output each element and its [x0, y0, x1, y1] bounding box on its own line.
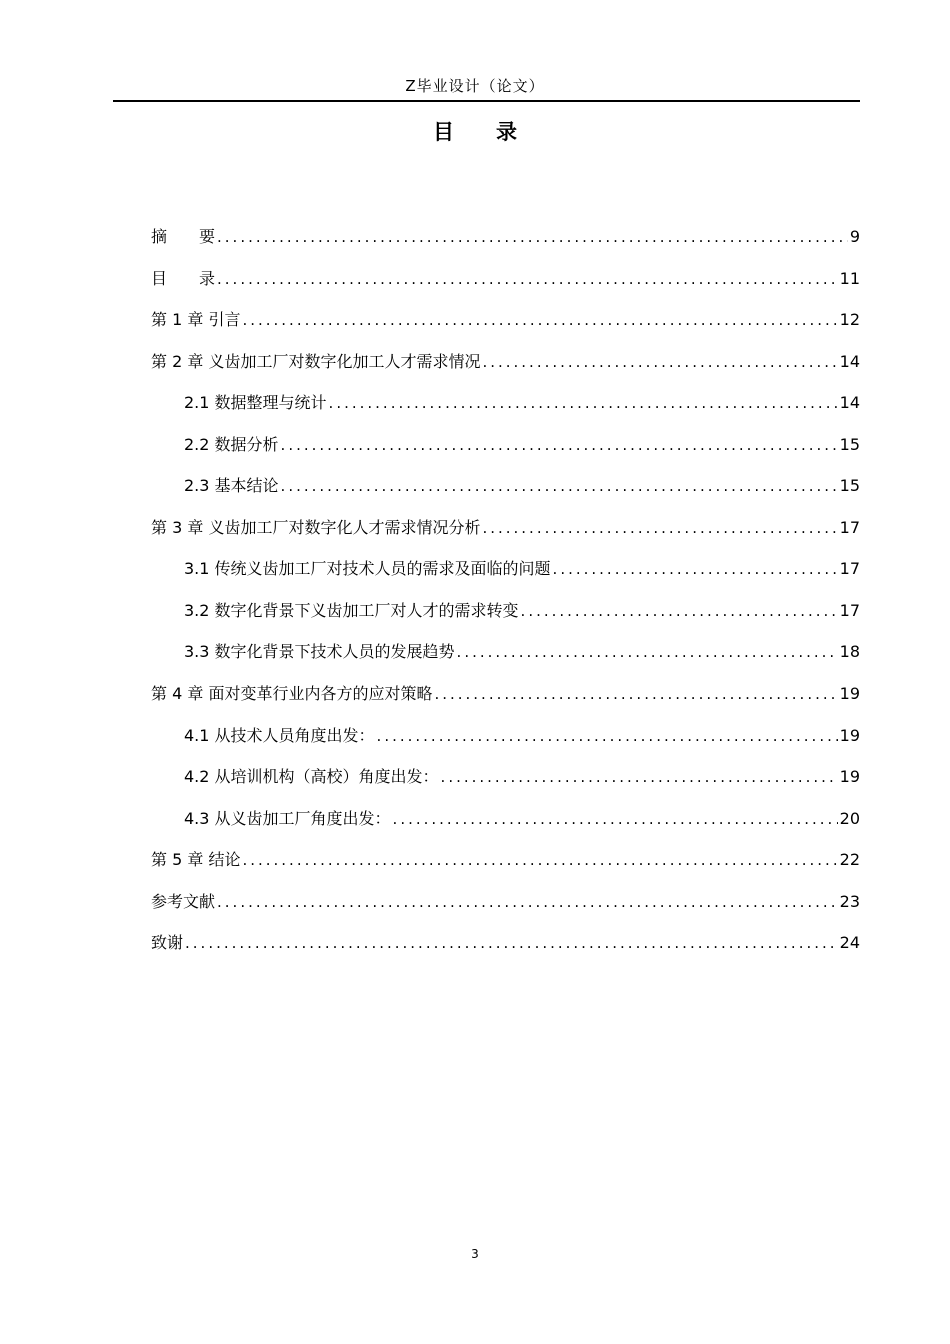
running-header-title: Z毕业设计（论文）	[405, 77, 545, 95]
toc-entry-chapter-1[interactable]	[151, 305, 860, 347]
toc-entry-label: 参考文献	[151, 891, 216, 911]
toc-page-number: 15	[839, 476, 860, 496]
toc-entry-chapter-2[interactable]	[151, 347, 860, 389]
header-divider	[113, 100, 860, 102]
toc-leader-dots	[482, 347, 837, 377]
toc-page-number: 15	[839, 434, 860, 454]
toc-entry-label: 3.2 数字化背景下义齿加工厂对人才的需求转变	[184, 600, 519, 620]
toc-page-number: 17	[839, 559, 860, 579]
toc-entry-label: 2.3 基本结论	[184, 476, 279, 496]
toc-entry-section-4-1[interactable]	[151, 721, 860, 763]
toc-entry-label: 第 5 章 结论	[151, 850, 241, 870]
toc-page-number: 19	[839, 684, 860, 704]
toc-entry-section-2-3[interactable]	[151, 471, 860, 513]
toc-page-number: 17	[839, 517, 860, 537]
toc-leader-dots	[482, 513, 837, 543]
toc-page-number: 19	[839, 767, 860, 787]
toc-page-number: 14	[839, 393, 860, 413]
toc-entry-references[interactable]	[151, 887, 860, 929]
toc-leader-dots	[393, 804, 838, 834]
toc-leader-dots	[377, 721, 838, 751]
toc-entry-label: 第 2 章 义齿加工厂对数字化加工人才需求情况	[151, 351, 481, 371]
toc-page-number: 12	[839, 310, 860, 330]
toc-entry-label: 第 4 章 面对变革行业内各方的应对策略	[151, 684, 433, 704]
toc-leader-dots	[434, 679, 837, 709]
page-title: 目 录	[433, 120, 517, 144]
toc-entry-section-3-1[interactable]	[151, 554, 860, 596]
toc-page-number: 17	[839, 600, 860, 620]
toc-entry-section-4-2[interactable]	[151, 762, 860, 804]
toc-entry-chapter-4[interactable]	[151, 679, 860, 721]
toc-leader-dots	[441, 762, 838, 792]
toc-page-number: 18	[839, 642, 860, 662]
toc-entry-label: 4.3 从义齿加工厂角度出发：	[184, 808, 391, 828]
toc-leader-dots	[457, 637, 838, 667]
toc-leader-dots	[217, 222, 848, 252]
toc-entry-label: 3.3 数字化背景下技术人员的发展趋势	[184, 642, 455, 662]
toc-page-number: 19	[839, 725, 860, 745]
toc-entry-section-2-1[interactable]	[151, 388, 860, 430]
toc-page-number: 22	[839, 850, 860, 870]
toc-page-number: 23	[839, 891, 860, 911]
toc-entry-label: 4.2 从培训机构（高校）角度出发：	[184, 767, 439, 787]
toc-entry-chapter-5[interactable]	[151, 845, 860, 887]
toc-entry-label: 摘 要	[151, 227, 216, 246]
toc-page-number: 14	[839, 351, 860, 371]
toc-entry-section-2-2[interactable]	[151, 430, 860, 472]
toc-page-number: 24	[839, 933, 860, 953]
toc-entry-label: 3.1 传统义齿加工厂对技术人员的需求及面临的问题	[184, 559, 551, 579]
toc-leader-dots	[553, 554, 838, 584]
toc-entry-acknowledgements[interactable]	[151, 928, 860, 970]
toc-entry-label: 2.2 数据分析	[184, 434, 279, 454]
toc-entry-label: 第 1 章 引言	[151, 310, 241, 330]
toc-leader-dots	[185, 928, 838, 958]
toc-leader-dots	[329, 388, 838, 418]
page-number: 3	[471, 1247, 479, 1261]
toc-leader-dots	[242, 305, 837, 335]
toc-leader-dots	[281, 430, 838, 460]
toc-entry-label: 2.1 数据整理与统计	[184, 393, 327, 413]
toc-page-number: 20	[839, 808, 860, 828]
toc-entry-label: 第 3 章 义齿加工厂对数字化人才需求情况分析	[151, 517, 481, 537]
table-of-contents	[151, 222, 860, 970]
toc-entry-chapter-3[interactable]	[151, 513, 860, 555]
toc-leader-dots	[281, 471, 838, 501]
toc-entry-section-3-2[interactable]	[151, 596, 860, 638]
toc-leader-dots	[242, 845, 837, 875]
toc-entry-contents[interactable]	[151, 264, 860, 306]
toc-page-number: 9	[849, 227, 860, 246]
toc-entry-section-3-3[interactable]	[151, 637, 860, 679]
toc-entry-label: 4.1 从技术人员角度出发：	[184, 725, 375, 745]
toc-entry-section-4-3[interactable]	[151, 804, 860, 846]
toc-page-number: 11	[839, 268, 860, 288]
toc-leader-dots	[217, 887, 838, 917]
toc-leader-dots	[217, 264, 838, 294]
toc-entry-label: 目 录	[151, 268, 216, 288]
toc-leader-dots	[521, 596, 838, 626]
toc-entry-abstract[interactable]	[151, 222, 860, 264]
toc-entry-label: 致谢	[151, 933, 184, 953]
